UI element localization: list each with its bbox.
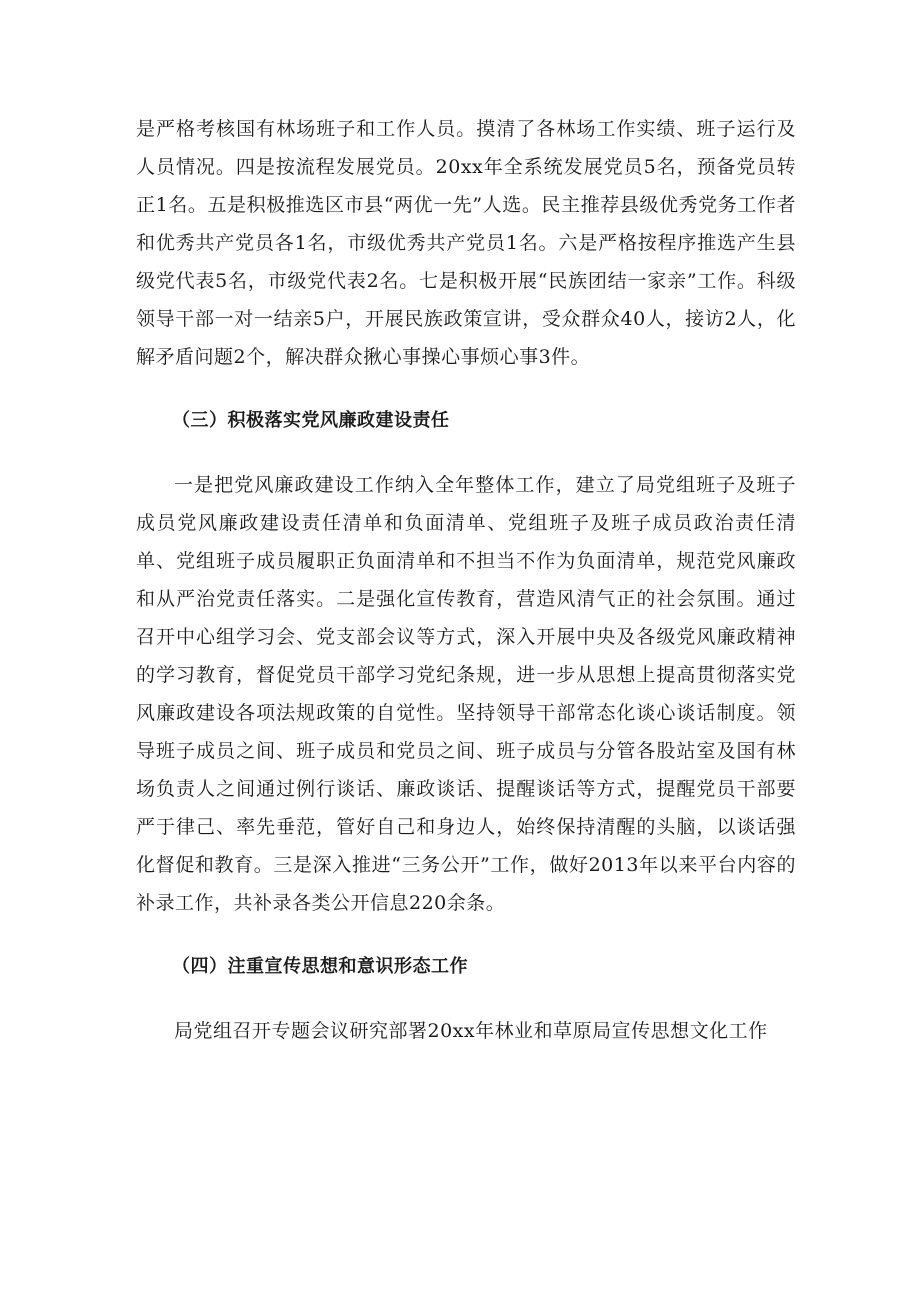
paragraph-section-4: 局党组召开专题会议研究部署20xx年林业和草原局宣传思想文化工作	[174, 1020, 768, 1042]
paragraph-section-3: 一是把党风廉政建设工作纳入全年整体工作，建立了局党组班子及班子成员党风廉政建设责任清单和负面清单、党组班子及班子成员政治责任清单、党组班子成员履职正负面清单和不担当不作为负面清单，规范党风廉政和从严治党责任落实。二是强化宣传教育，营造风清气正的社会氛围。通过召开中心组学习会、党支部会议等方式，深入开展中央及各级党风廉政精神的学习教育，督促党员干部学习党纪条规，进一步从思想上提高贯彻落实党风廉政建设各项法规政策的自觉性。坚持领导干部常态化谈心谈话制度。领导班子成员之间、班子成员和党员之间、班子成员与分管各股站室及国有林场负责人之间通过例行谈话、廉政谈话、提醒谈话等方式，提醒党员干部要严于律己、率先垂范，管好自己和身边人，始终保持清醒的头脑，以谈话强化督促和教育。三是深入推进“三务公开”工作，做好2013年以来平台内容的补录工作，共补录各类公开信息220余条。	[136, 474, 796, 914]
document-body	[136, 110, 796, 1050]
section-heading-4: （四）注重宣传思想和意识形态工作	[172, 956, 468, 977]
section-heading-3: （三）积极落实党风廉政建设责任	[172, 410, 450, 431]
paragraph-continued: 是严格考核国有林场班子和工作人员。摸清了各林场工作实绩、班子运行及人员情况。四是按流程发展党员。20xx年全系统发展党员5名，预备党员转正1名。五是积极推选区市县“两优一先”人选。民主推荐县级优秀党务工作者和优秀共产党员各1名，市级优秀共产党员1名。六是严格按程序推选产生县级党代表5名，市级党代表2名。七是积极开展“民族团结一家亲”工作。科级领导干部一对一结亲5户，开展民族政策宣讲，受众群众40人，接访2人，化解矛盾问题2个，解决群众揪心事操心事烦心事3件。	[136, 118, 796, 368]
